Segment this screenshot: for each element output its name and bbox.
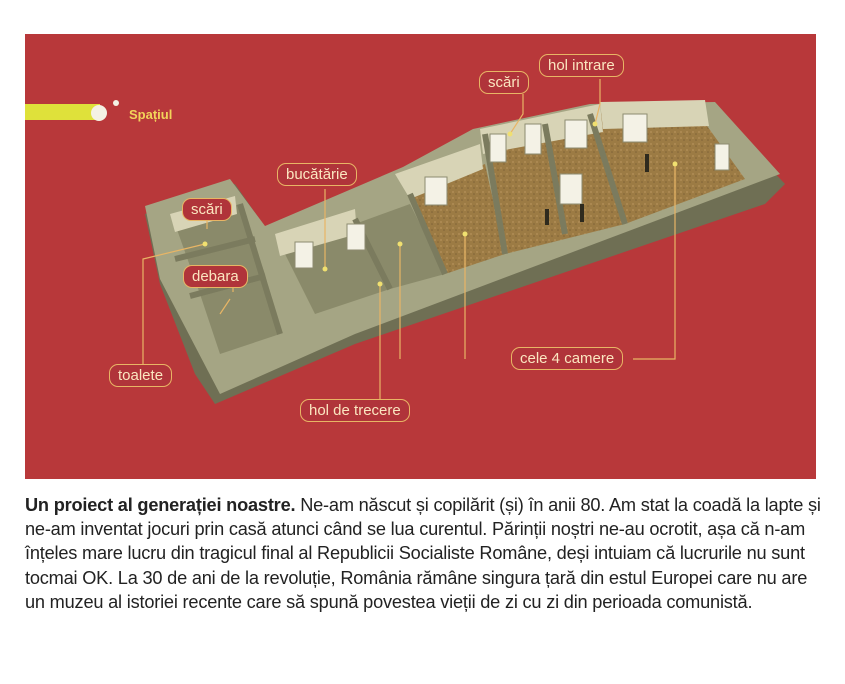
label-toalete: toalete bbox=[109, 364, 172, 387]
caption-body: Ne-am născut și copilărit (și) în anii 80. Am stat la coadă la lapte și ne-am inventat jocuri prin casă atunci când se lua curentul. Părinții noștri ne-au ocrotit, așa că n-am înțeles mare lucru din tragicul final al Republicii Socialiste Române, deși intuiam că lucrurile nu sunt tocmai OK. La 30 de ani de la revoluție, România rămâne singura țară din estul Europei care nu are un muzeu al istoriei recente care să spună povestea vieții de zi cu zi din perioada comunistă. bbox=[25, 495, 821, 612]
section-accent-bar bbox=[25, 104, 100, 120]
section-dot bbox=[91, 105, 107, 121]
label-cele-4-camere: cele 4 camere bbox=[511, 347, 623, 370]
caption-lead: Un proiect al generației noastre. bbox=[25, 495, 296, 515]
label-scari-top: scări bbox=[479, 71, 529, 94]
floor-plan-drawing bbox=[25, 34, 816, 479]
section-dot-small bbox=[113, 100, 119, 106]
label-hol-de-trecere: hol de trecere bbox=[300, 399, 410, 422]
section-label: Spațiul bbox=[129, 107, 173, 122]
label-debara: debara bbox=[183, 265, 248, 288]
apartment-illustration bbox=[25, 34, 816, 479]
label-bucatarie: bucătărie bbox=[277, 163, 357, 186]
label-scari-left: scări bbox=[182, 198, 232, 221]
caption bbox=[25, 493, 825, 614]
label-hol-intrare: hol intrare bbox=[539, 54, 624, 77]
